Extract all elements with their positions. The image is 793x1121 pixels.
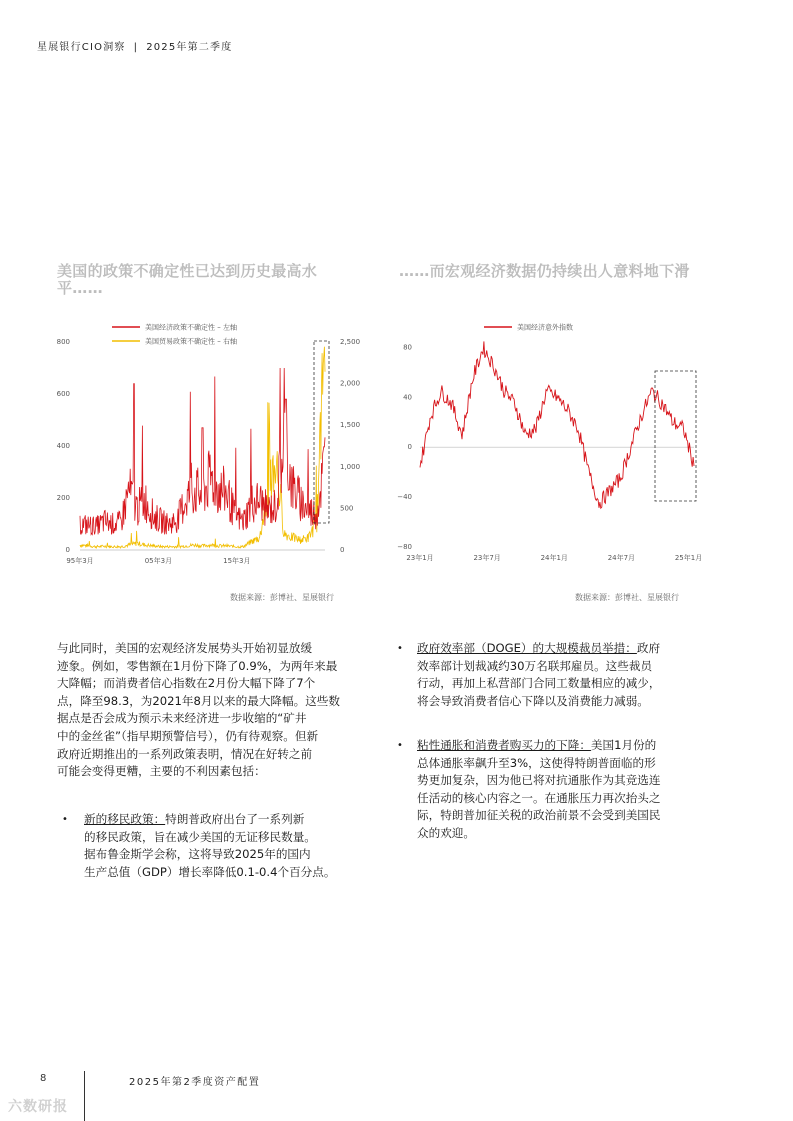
bullet-dot: • <box>397 740 403 751</box>
bullet-line: 据布鲁金斯学会称，这将导致2025年的国内 <box>84 847 311 862</box>
left-chart-title: 美国的政策不确定性已达到历史最高水平…… <box>57 262 318 297</box>
y-right-tick-label: 500 <box>340 504 354 513</box>
y-tick-label: 40 <box>403 393 412 402</box>
y-left-tick-label: 200 <box>56 494 70 502</box>
x-tick-label: 24年1月 <box>540 554 568 562</box>
y-right-tick-label: 0 <box>340 546 345 554</box>
paragraph-line: 可能会变得更糟，主要的不利因素包括： <box>57 764 266 779</box>
y-tick-label: −40 <box>397 493 412 502</box>
header-brand: 星展银行CIO洞察 <box>37 42 126 53</box>
paragraph-line: 点，降至98.3，为2021年8月以来的最大降幅。这些数 <box>57 693 340 708</box>
page-number: 8 <box>40 1073 47 1084</box>
x-tick-label: 23年7月 <box>473 554 501 562</box>
bullet-line: 政府 <box>636 641 661 655</box>
left-chart-source: 数据来源：彭博社、星展银行 <box>230 593 334 602</box>
bullet-line: 任活动的核心内容之一。在通胀压力再次抬头之 <box>417 790 661 805</box>
x-tick-label: 05年3月 <box>144 557 173 565</box>
legend-label: 美国经济政策不确定性 – 左轴 <box>145 323 237 332</box>
y-left-tick-label: 400 <box>56 442 70 450</box>
bullet-line: 效率部计划裁减约30万名联邦雇员。这些裁员 <box>417 658 653 673</box>
bullet-text <box>84 811 374 881</box>
bullet-line: 特朗普政府出台了一系列新 <box>165 812 305 826</box>
footer-title: 2025年第2季度资产配置 <box>129 1077 261 1088</box>
bullet-text <box>417 737 707 843</box>
legend-label: 美国经济意外指数 <box>517 323 573 332</box>
bullet-dot: • <box>397 643 403 654</box>
paragraph-line: 迹象。例如，零售额在1月份下降了0.9%，为两年来最 <box>57 658 338 673</box>
trade-policy-uncertainty-line <box>80 347 325 548</box>
bullet-line: 总体通胀率飙升至3%，这使得特朗普面临的形 <box>417 755 656 770</box>
bullet-heading: 新的移民政策： <box>84 812 166 826</box>
x-tick-label: 25年1月 <box>674 554 702 562</box>
economic-surprise-index-line <box>420 341 694 508</box>
paragraph-line: 与此同时，美国的宏观经济发展势头开始初显放缓 <box>57 641 313 655</box>
bullet-text <box>417 640 707 710</box>
bullet-line: 将会导致消费者信心下降以及消费能力减弱。 <box>417 693 649 708</box>
bullet-line: 际，特朗普加征关税的政治前景不会受到美国民 <box>417 808 661 823</box>
y-right-tick-label: 1,000 <box>340 462 361 471</box>
paragraph-line: 中的金丝雀”（指早期预警信号），仍有待观察。但新 <box>57 728 319 743</box>
paragraph-line: 据点是否会成为预示未来经济进一步收缩的“矿井 <box>57 711 307 726</box>
y-tick-label: 80 <box>403 343 412 352</box>
bullet-immigration <box>62 811 372 886</box>
report-header <box>37 38 232 53</box>
y-right-tick-label: 1,500 <box>340 421 361 430</box>
footer-divider <box>84 1071 85 1121</box>
right-chart-source: 数据来源：彭博社、星展银行 <box>575 593 679 602</box>
policy-uncertainty-chart <box>50 315 375 575</box>
highlight-box <box>655 371 696 501</box>
bullet-inflation <box>397 737 707 847</box>
x-tick-label: 23年1月 <box>406 554 434 562</box>
bullet-line: 美国1月份的 <box>590 738 657 752</box>
paragraph-line: 政府近期推出的一系列政策表明，情况在好转之前 <box>57 746 313 761</box>
bullet-heading: 政府效率部（DOGE）的大规模裁员举措： <box>417 641 637 655</box>
economic-policy-uncertainty-line <box>80 368 325 534</box>
y-tick-label: −80 <box>397 543 412 551</box>
bullet-line: 生产总值（GDP）增长率降低0.1-0.4个百分点。 <box>84 864 336 879</box>
bullet-heading: 粘性通胀和消费者购买力的下降： <box>417 738 591 752</box>
legend-label: 美国贸易政策不确定性 – 右轴 <box>145 337 237 346</box>
bullet-doge <box>397 640 707 715</box>
bullet-line: 势更加复杂，因为他已将对抗通胀作为其竞选连 <box>417 773 661 788</box>
intro-paragraph <box>57 640 377 781</box>
header-separator: | <box>133 42 139 53</box>
bullet-line: 行动，再加上私营部门合同工数量相应的减少， <box>417 676 661 691</box>
x-tick-label: 15年3月 <box>223 557 251 565</box>
y-left-tick-label: 0 <box>65 546 70 554</box>
y-left-tick-label: 800 <box>56 338 70 346</box>
x-tick-label: 95年3月 <box>66 557 94 565</box>
y-right-tick-label: 2,000 <box>340 379 361 388</box>
y-left-tick-label: 600 <box>56 390 70 398</box>
economic-surprise-chart <box>392 315 702 575</box>
y-tick-label: 0 <box>407 443 412 452</box>
watermark-logo: 六数研报 <box>8 1099 68 1115</box>
header-quarter: 2025年第二季度 <box>146 42 233 53</box>
paragraph-line: 大降幅；而消费者信心指数在2月份大幅下降了7个 <box>57 676 316 691</box>
y-right-tick-label: 2,500 <box>340 338 361 346</box>
x-tick-label: 24年7月 <box>607 554 636 562</box>
right-chart-title: ……而宏观经济数据仍持续出人意料地下滑 <box>399 262 690 280</box>
bullet-dot: • <box>62 814 68 825</box>
bullet-line: 众的欢迎。 <box>417 825 475 840</box>
bullet-line: 的移民政策，旨在减少美国的无证移民数量。 <box>84 829 316 844</box>
